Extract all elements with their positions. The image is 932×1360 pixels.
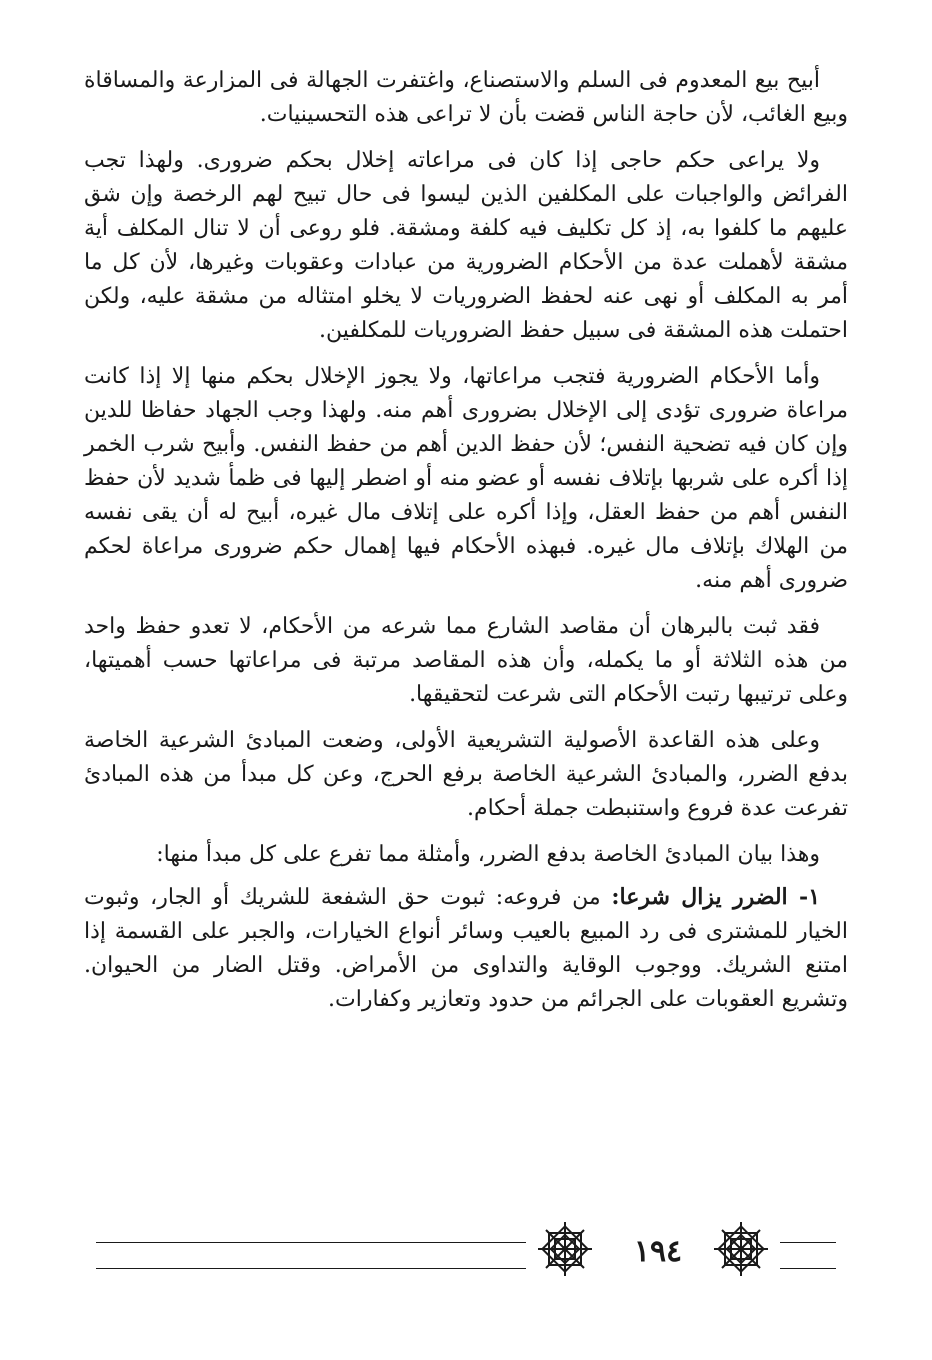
paragraph-2: ولا يراعى حكم حاجى إذا كان فى مراعاته إخلال بحكم ضرورى. ولهذا تجب الفرائض والواجبات على المكلفين الذين ليسوا فى حال تبيح لهم الرخصة وإن شق عليهم ما كلفوا به، إذ كل تكليف فيه كلفة ومشقة. فلو روعى أن لا تنال المكلف أية مشقة لأهملت عدة من الأحكام الضرورية من عبادات وعقوبات وغيرها، لأن كل ما أمر به المكلف أو نهى عنه لحفظ الضروريات لا يخلو امتثاله من مشقة عليه، ولكن احتملت هذه المشقة فى سبيل حفظ الضروريات للمكلفين. — [84, 148, 848, 343]
paragraph-4: فقد ثبت بالبرهان أن مقاصد الشارع مما شرعه من الأحكام، لا تعدو حفظ واحد من هذه الثلاثة أو ما يكمله، وأن هذه المقاصد مرتبة فى مراعاتها حسب أهميتها، وعلى ترتيبها رتبت الأحكام التى شرعت لتحقيقها. — [84, 614, 848, 707]
page-footer — [96, 1212, 836, 1282]
paragraph-1: أبيح بيع المعدوم فى السلم والاستصناع، واغتفرت الجهالة فى المزارعة والمساقاة وبيع الغائب، لأن حاجة الناس قضت بأن لا تراعى هذه التحسينيات. — [84, 68, 848, 127]
paragraph-6: وهذا بيان المبادئ الخاصة بدفع الضرر، وأمثلة مما تفرع على كل مبدأ منها: — [156, 842, 820, 867]
footer-rule-right-bottom — [780, 1268, 836, 1269]
footer-rule-left-top — [96, 1242, 526, 1243]
paragraph-5: وعلى هذه القاعدة الأصولية التشريعية الأولى، وضعت المبادئ الشرعية الخاصة بدفع الضرر، والمبادئ الشرعية الخاصة برفع الحرج، وعن كل مبدأ من هذه المبادئ تفرعت عدة فروع واستنبطت جملة أحكام. — [84, 728, 848, 821]
list-item-1 — [84, 880, 848, 1017]
list-item-1-label: ١- الضرر يزال شرعا: — [611, 884, 821, 910]
footer-rule-right-top — [780, 1242, 836, 1243]
list-item-1-text: من فروعه: ثبوت حق الشفعة للشريك أو الجار، وثبوت الخيار للمشترى فى رد المبيع بالعيب وسائر أنواع الخيارات، والجبر على القسمة إذا امتنع الشريك. ووجوب الوقاية والتداوى من الأمراض. وقتل الضار من الحيوان. وتشريع العقوبات على الجرائم من حدود وتعازير وكفارات. — [84, 885, 848, 1012]
star-knot-ornament-icon — [534, 1218, 596, 1280]
body-text — [84, 64, 848, 1029]
star-knot-ornament-icon — [710, 1218, 772, 1280]
paragraph-3: وأما الأحكام الضرورية فتجب مراعاتها، ولا يجوز الإخلال بحكم منها إلا إذا كانت مراعاة ضرورى تؤدى إلى الإخلال بضرورى أهم منه. ولهذا وجب الجهاد حفاظا للدين وإن كان فيه تضحية النفس؛ لأن حفظ الدين أهم من حفظ النفس. وأبيح شرب الخمر إذا أكره على شربها بإتلاف نفسه أو عضو منه أو اضطر إليها فى ظمأ شديد لأن حفظ النفس أهم من حفظ العقل، وإذا أكره على إتلاف مال غيره، أبيح له أن يقى نفسه من الهلاك بإتلاف مال غيره. فبهذه الأحكام فيها إهمال حكم ضرورى مراعاة لحكم ضرورى أهم منه. — [84, 364, 848, 593]
page-number: ١٩٤ — [633, 1234, 683, 1269]
footer-rule-left-bottom — [96, 1268, 526, 1269]
